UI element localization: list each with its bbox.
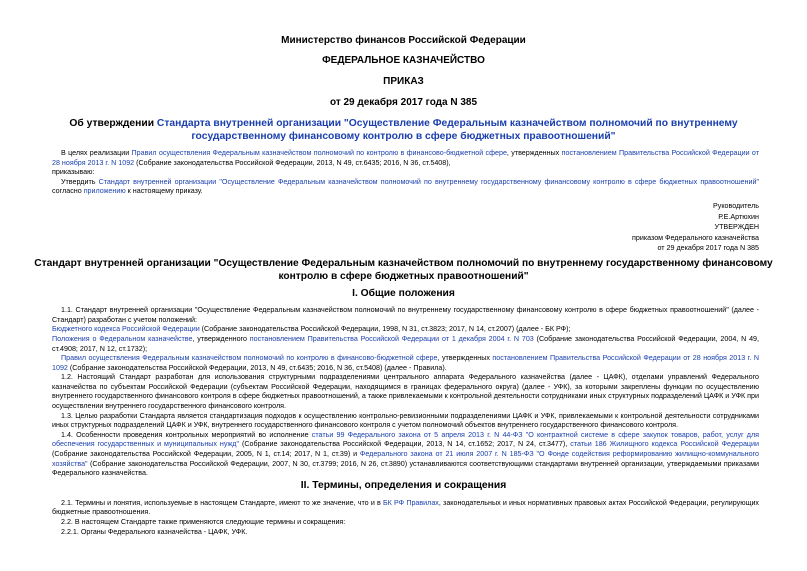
para-control-rules [52, 354, 759, 373]
rules-ref-link[interactable]: Правилах [406, 498, 439, 507]
approve-text: Утвердить [61, 177, 99, 186]
control-rules-link[interactable]: Правил осуществления Федеральным казначейством полномочий по контролю в финансово-бюджетной сфере [61, 354, 438, 363]
approved-mark: УТВЕРЖДЕН [714, 223, 759, 232]
preamble-text: (Собрание законодательства Российской Федерации, 2013, N 49, ст.6435; 2016, N 36, ст.5408), [134, 158, 451, 167]
approve-paragraph [52, 178, 759, 197]
para-text: 2.1. Термины и понятия, используемые в настоящем Стандарте, имеют то же значение, что и в [61, 498, 383, 507]
para-text: (Собрание законодательства Российской Федерации, 1998, N 31, ст.3823; 2017, N 14, ст.2007) (далее - БК РФ); [199, 325, 571, 334]
law-44fz-link[interactable]: статьи 99 Федерального закона от 5 апреля 2013 г. N 44-ФЗ "О контрактной системе в сфере закупок товаров, работ, услуг для обеспечения государственных и муниципальных нужд" [52, 430, 760, 449]
housing-code-link[interactable]: статьи 186 Жилищного кодекса Российской Федерации [570, 440, 759, 449]
para-text: (Собрание законодательства Российской Федерации, 2013, N 14, ст.1652; 2017, N 24, ст.3477), [239, 440, 571, 449]
agency-name: ФЕДЕРАЛЬНОЕ КАЗНАЧЕЙСТВО [322, 55, 485, 66]
para-1-4 [52, 431, 759, 479]
para-1-2: 1.2. Настоящий Стандарт разработан для использования структурными подразделениями центрального аппарата Федерального казначейства (далее - ЦАФК), отделами управлений Федерального казначейства по субъектам Российской Федерации (субъектам Российской Федерации, находящимся в границах федерального округа) (далее - УФК), за которыми закреплены функции по осуществлению внутреннего государственного финансового контроля в сфере бюджетных правоотношений, а также привлекаемыми к контрольной деятельности сотрудниками иных структурных подразделений ЦАФК и УФК при осуществлении внутреннего государственного финансового контроля. [52, 373, 759, 411]
para-text: (Собрание законодательства Российской Федерации, 2004, N 49, ст.4908; 2017, N 12, ст.1732); [52, 334, 759, 353]
para-text: (Собрание законодательства Российской Федерации, 2013, N 49, ст.6435; 2016, N 36, ст.5408) (далее - Правила). [67, 363, 447, 372]
section-1-heading: I. Общие положения [352, 288, 455, 300]
law-185fz-link[interactable]: Федерального закона от 21 июля 2007 г. N 185-ФЗ "О Фонде содействия реформированию жилищно-коммунального хозяйства" [52, 450, 759, 468]
preamble-paragraph [52, 149, 759, 168]
budget-code-link[interactable]: Бюджетного кодекса Российской Федерации [52, 325, 200, 334]
approve-text: согласно [52, 187, 84, 196]
resolution-703-link[interactable]: постановлением Правительства Российской Федерации от 1 декабря 2004 г. N 703 [249, 334, 534, 343]
order-verb: приказываю: [52, 168, 95, 177]
para-text: 1.4. Особенности проведения контрольных мероприятий во исполнение [61, 430, 312, 439]
bk-rf-link[interactable]: БК РФ [382, 498, 405, 507]
para-2-2-1: 2.2.1. Органы Федерального казначейства - ЦАФК, УФК. [61, 527, 248, 536]
para-text: (Собрание законодательства Российской Федерации, 2005, N 1, ст.14; 2017, N 1, ст.39) и [52, 450, 360, 459]
approved-by-order: приказом Федерального казначейства [632, 233, 759, 242]
approve-text: к настоящему приказу. [125, 187, 203, 196]
para-text: , законодательных и иных нормативных правовых актах Российской Федерации, регулирующих бюджетные правоотношения. [52, 498, 759, 517]
doc-type: ПРИКАЗ [383, 76, 424, 87]
resolution-1092-link-2[interactable]: постановлением Правительства Российской Федерации от 28 ноября 2013 г. N 1092 [52, 354, 759, 372]
preamble-text: В целях реализации [61, 149, 132, 157]
order-title-prefix: Об утверждении [69, 118, 157, 129]
order-title-link[interactable]: Стандарта внутренней организации "Осуществление Федеральным казначейством полномочий по внутреннему государственному финансовому контролю в сфере бюджетных правоотношений" [156, 118, 738, 142]
standard-link[interactable]: Стандарт внутренней организации "Осуществление Федеральным казначейством полномочий по внутреннему государственному финансовому контролю в сфере бюджетных правоотношений" [98, 177, 759, 186]
resolution-1092-link[interactable]: постановлением Правительства Российской Федерации от 28 ноября 2013 г. N 1092 [52, 149, 760, 167]
ministry-name: Министерство финансов Российской Федерации [281, 35, 526, 46]
preamble-text: , утвержденных [506, 149, 562, 157]
para-1-1: 1.1. Стандарт внутренней организации "Осуществление Федеральным казначейством полномочий по внутреннему государственному финансовому контролю в сфере бюджетных правоотношений" (далее - Стандарт) разработан с учетом положений: [52, 306, 759, 324]
para-treasury-regulation [52, 335, 759, 354]
treasury-regulation-link[interactable]: Положения о Федеральном казначействе [52, 334, 193, 343]
order-title [0, 117, 807, 143]
para-text: , утвержденного [192, 334, 250, 343]
para-text: , утвержденных [437, 354, 493, 363]
para-1-3: 1.3. Целью разработки Стандарта является стандартизация подходов к осуществлению контрольно-ревизионными подразделениями ЦАФК и УФК, привлекаемыми к контрольной деятельности сотрудниками иных структурных подразделений ЦАФК и УФК, внутреннего государственного финансового контроля с учетом полномочий объектов внутреннего государственного финансового контроля. [52, 411, 759, 430]
appendix-link[interactable]: приложению [83, 187, 126, 196]
approved-order-date: от 29 декабря 2017 года N 385 [657, 244, 759, 253]
doc-date-number: от 29 декабря 2017 года N 385 [329, 97, 478, 108]
section-2-heading: II. Термины, определения и сокращения [300, 479, 507, 491]
standard-title: Стандарт внутренней организации "Осуществление Федеральным казначейством полномочий по внутреннему государственному финансовому контролю в сфере бюджетных правоотношений" [34, 257, 773, 282]
para-2-2: 2.2. В настоящем Стандарте также применяются следующие термины и сокращения: [61, 518, 346, 526]
signature-role: Руководитель [712, 201, 759, 210]
para-2-1 [52, 499, 759, 518]
rules-link[interactable]: Правил осуществления Федеральным казначейством полномочий по контролю в финансово-бюджетной сфере [131, 149, 507, 157]
signature-name: Р.Е.Артюхин [718, 212, 759, 221]
para-text: (Собрание законодательства Российской Федерации, 2007, N 30, ст.3799; 2016, N 26, ст.3890) устанавливаются соответствующими стандартами внутренней организации, утверждаемыми приказами Федерального казначейства. [52, 459, 759, 478]
para-budget-code [52, 325, 759, 335]
